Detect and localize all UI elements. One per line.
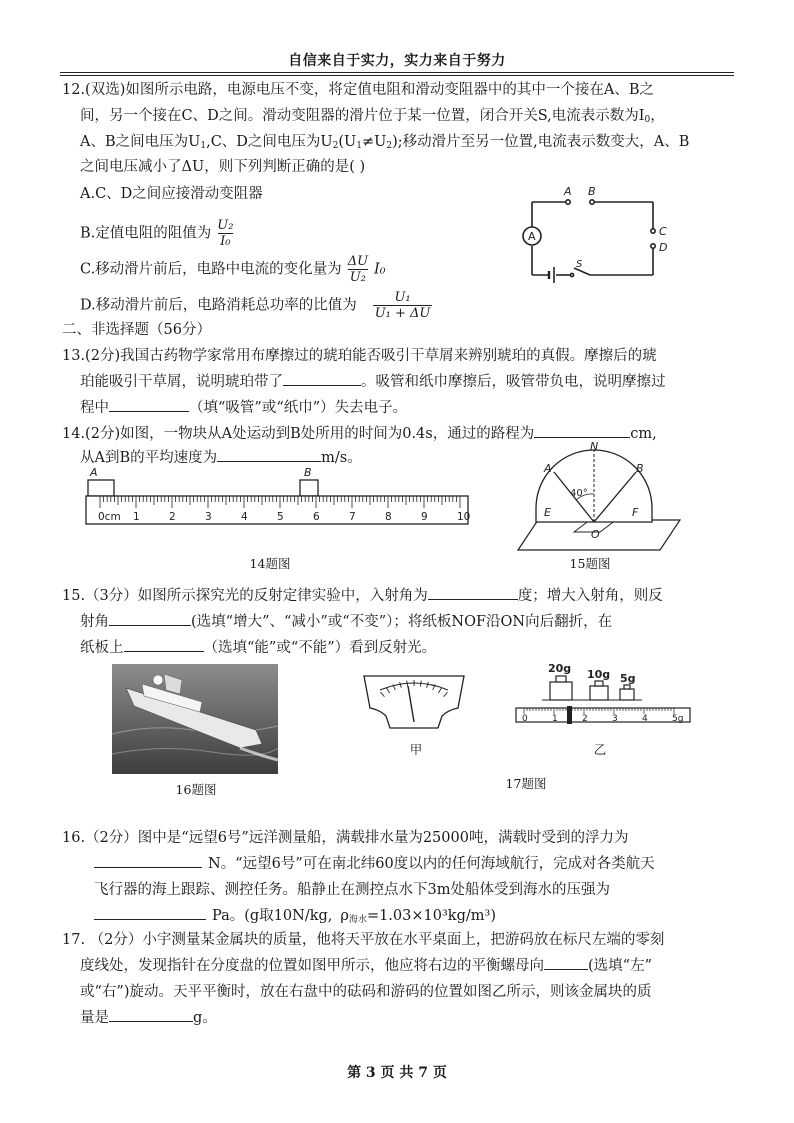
q16-line-4b: =1.03×10³kg/m³ — [366, 908, 491, 924]
scale-tick-label: 1 — [552, 714, 558, 724]
q17-line-4 — [80, 1006, 217, 1030]
q15-line-3a: 纸板上 — [80, 640, 124, 656]
q14-line-2b: m/s。 — [321, 450, 362, 466]
q12-option-b-fraction — [215, 218, 235, 249]
q12-l3b: ,C、D之间电压为U — [206, 134, 333, 150]
q13-line-2a: 珀能吸引干草屑，说明琥珀带了 — [80, 374, 283, 390]
ruler-tick-label: 5 — [277, 511, 284, 523]
q15-line-3 — [80, 636, 436, 660]
scale-tick-label: 5g — [672, 714, 684, 724]
q12-option-c-fraction — [346, 254, 370, 285]
q12-l3-sub1: 1 — [200, 141, 207, 151]
label-angle: 40° — [570, 488, 588, 499]
frac-num: U₂ — [217, 218, 234, 233]
ammeter-label: A — [528, 230, 536, 243]
q16-rho: ρ — [340, 908, 349, 924]
q13-answer-blank-2[interactable] — [109, 397, 189, 412]
q16-answer-blank-2[interactable] — [94, 905, 206, 920]
scale-tick-label: 4 — [642, 714, 648, 724]
q12-sub: 0 — [644, 115, 651, 125]
fig15-caption: 15题图 — [569, 556, 611, 571]
fig16-caption: 16题图 — [175, 782, 217, 797]
q12-line-4: 之间电压减小了ΔU，则下列判断正确的是( ) — [80, 159, 366, 175]
header-rule-thin — [60, 75, 734, 76]
q16-line-2a: N。“远望6号”可在南北纬60度以内的任何海域航行，完成对各类航天 — [208, 856, 655, 872]
terminal-b — [590, 200, 594, 204]
terminal-d — [651, 244, 655, 248]
circuit-label-d: D — [659, 241, 668, 254]
q12-line-2-end: ， — [650, 108, 665, 124]
q12-circuit-diagram — [516, 182, 676, 286]
fig17-label-yi: 乙 — [593, 742, 607, 757]
q14-answer-blank-2[interactable] — [217, 447, 321, 462]
header-rule — [60, 72, 734, 73]
q13-line-3b: （填“吸管”或“纸巾”）失去电子。 — [189, 400, 408, 416]
q12-option-d-fraction — [373, 290, 433, 321]
block-a-label: A — [90, 466, 98, 479]
q14-ruler-figure — [82, 462, 474, 532]
label-o: O — [591, 528, 600, 541]
weight-label-5g: 5g — [620, 672, 636, 685]
label-a: A — [544, 462, 552, 475]
scale-tick-label: 3 — [612, 714, 618, 724]
ruler-tick-label: 6 — [313, 511, 320, 523]
label-f: F — [632, 506, 639, 519]
ruler-tick-label: 4 — [241, 511, 248, 523]
q16-ship-photo — [112, 664, 278, 774]
page-number-footer: 第 3 页 共 7 页 — [347, 1065, 447, 1081]
q12-l3a: A、B之间电压为U — [80, 134, 201, 150]
q17-answer-blank-2[interactable] — [109, 1007, 193, 1022]
ruler-unit-label: 0cm — [98, 511, 121, 523]
q17-balance-dial — [358, 670, 470, 732]
section-2-heading: 二、非选择题（56分） — [62, 322, 211, 338]
weight-10g — [590, 686, 608, 700]
q13-line-2 — [80, 370, 666, 394]
q15-line-2a: 射角 — [80, 614, 109, 630]
ruler-tick-label: 8 — [385, 511, 392, 523]
q15-answer-blank-3[interactable] — [124, 637, 204, 652]
q12-line-3 — [80, 130, 689, 158]
frac-den: U₂ — [349, 270, 366, 285]
q14-line-1b: cm, — [630, 426, 657, 442]
q16-line-4a: Pa。(g取10N/kg, — [212, 908, 333, 924]
frac-num: ΔU — [347, 254, 369, 269]
q13-line-3 — [80, 396, 407, 420]
q12-option-c-tail: I₀ — [374, 261, 386, 278]
q15-reflection-figure — [514, 442, 684, 554]
q12-option-d — [80, 290, 436, 321]
q12-option-a: A.C、D之间应接滑动变阻器 — [80, 186, 263, 202]
weight-5g-knob — [624, 685, 630, 689]
q12-option-d-text: D.移动滑片前后，电路消耗总功率的比值为 — [80, 297, 357, 314]
q14-answer-blank-1[interactable] — [534, 423, 630, 438]
label-e: E — [544, 506, 551, 519]
fig17-label-jia: 甲 — [409, 742, 423, 757]
q16-rho-sub: 海水 — [348, 915, 367, 925]
q12-line-2 — [80, 104, 665, 132]
weight-label-20g: 20g — [548, 662, 572, 675]
q17-line-4b: g。 — [193, 1010, 217, 1026]
frac-den: U₁ + ΔU — [374, 306, 431, 321]
q17-line-2b: (选填“左” — [588, 958, 652, 974]
q17-answer-blank-1[interactable] — [544, 955, 588, 970]
q13-line-1: 13.(2分)我国古药物学家常用布摩擦过的琥珀能否吸引干草屑来辨别琥珀的真假。摩擦后的琥 — [62, 348, 657, 364]
radar-dome — [153, 675, 163, 685]
q15-answer-blank-1[interactable] — [428, 585, 518, 600]
ruler-tick-label: 2 — [169, 511, 176, 523]
q12-l3-sub4: 2 — [386, 141, 393, 151]
ruler-tick-label: 1 — [133, 511, 140, 523]
q17-line-3: 或“右”)旋动。天平平衡时，放在右盘中的砝码和游码的位置如图乙所示，则该金属块的质 — [80, 984, 652, 1000]
q12-option-b-text: B.定值电阻的阻值为 — [80, 225, 212, 242]
q12-l3-sub3: 1 — [356, 141, 363, 151]
circuit-label-c: C — [659, 225, 667, 238]
q15-line-1a: 15.（3分）如图所示探究光的反射定律实验中，入射角为 — [62, 588, 428, 604]
q17-line-2a: 度线处，发现指针在分度盘的位置如图甲所示，他应将右边的平衡螺母向 — [80, 958, 544, 974]
fig14-caption: 14题图 — [249, 556, 291, 571]
q14-line-2a: 从A到B的平均速度为 — [80, 450, 218, 466]
fig17-caption: 17题图 — [505, 776, 547, 791]
q12-option-c — [80, 254, 386, 285]
terminal-a — [566, 200, 570, 204]
q12-option-c-text: C.移动滑片前后，电路中电流的变化量为 — [80, 261, 342, 278]
weight-label-10g: 10g — [587, 668, 611, 681]
block-b-label: B — [304, 466, 312, 479]
scale-tick-label: 2 — [582, 714, 588, 724]
circuit-label-a: A — [564, 185, 572, 198]
ruler-tick-label: 3 — [205, 511, 212, 523]
weight-20g — [550, 682, 572, 700]
q12-option-b — [80, 218, 239, 249]
q12-l3d: ≠U — [362, 134, 387, 150]
circuit-label-s: S — [576, 259, 583, 270]
q12-l3-sub2: 2 — [332, 141, 339, 151]
q16-line-4c: ) — [490, 908, 496, 924]
q12-l3c: (U — [338, 134, 357, 150]
ruler-tick-label: 9 — [421, 511, 428, 523]
block-b — [300, 480, 318, 496]
q13-line-3a: 程中 — [80, 400, 109, 416]
q17-line-2 — [80, 954, 652, 978]
frac-num: U₁ — [394, 290, 411, 305]
q15-answer-blank-2[interactable] — [109, 611, 191, 626]
circuit-label-b: B — [588, 185, 596, 198]
q13-answer-blank-1[interactable] — [283, 371, 361, 386]
rider — [567, 706, 572, 724]
scale-tick-label: 0 — [522, 714, 528, 724]
q12-l3e: );移动滑片至另一位置,电流表示数变大，A、B — [392, 134, 690, 150]
weight-5g — [620, 689, 634, 700]
q15-line-3b: （选填“能”或“不能”）看到反射光。 — [203, 640, 437, 656]
label-n: N — [590, 442, 599, 453]
q17-line-1: 17. （2分）小宇测量某金属块的质量，他将天平放在水平桌面上，把游码放在标尺左端的零刻 — [62, 932, 665, 948]
ruler-tick-label: 10 — [457, 511, 471, 523]
weight-20g-knob — [556, 676, 566, 682]
q13-line-2b: 。吸管和纸巾摩擦后，吸管带负电，说明摩擦过 — [361, 374, 666, 390]
q16-answer-blank-1[interactable] — [94, 853, 202, 868]
q12-line-2-text: 间，另一个接在C、D之间。滑动变阻器的滑片位于某一位置，闭合开关S,电流表示数为I — [80, 108, 645, 124]
q16-line-1: 16.（2分）图中是“远望6号”远洋测量船，满载排水量为25000吨，满载时受到的浮力为 — [62, 830, 629, 846]
frac-den: I₀ — [220, 234, 231, 249]
q15-line-2b: (选填“增大”、“减小”或“不变”）；将纸板NOF沿ON向后翻折，在 — [191, 614, 613, 630]
label-b: B — [636, 462, 644, 475]
q12-line-1: 12.(双选)如图所示电路，电源电压不变，将定值电阻和滑动变阻器中的其中一个接在A、B之 — [62, 82, 654, 98]
q15-line-1b: 度；增大入射角，则反 — [517, 588, 663, 604]
q17-weights-and-rider — [512, 660, 696, 732]
q16-line-3: 飞行器的海上跟踪、测控任务。船静止在测控点水下3m处船体受到海水的压强为 — [94, 882, 610, 898]
terminal-c — [651, 229, 655, 233]
q16-line-2 — [94, 852, 655, 876]
ruler-tick-label: 7 — [349, 511, 356, 523]
page-header-motto: 自信来自于实力，实力来自于努力 — [288, 53, 506, 69]
q14-line-1a: 14.(2分)如图，一物块从A处运动到B处所用的时间为0.4s，通过的路程为 — [62, 426, 535, 442]
q17-line-4a: 量是 — [80, 1010, 109, 1026]
q15-line-1 — [62, 584, 663, 608]
block-a — [88, 480, 114, 496]
weight-10g-knob — [595, 681, 603, 686]
q15-line-2 — [80, 610, 612, 634]
